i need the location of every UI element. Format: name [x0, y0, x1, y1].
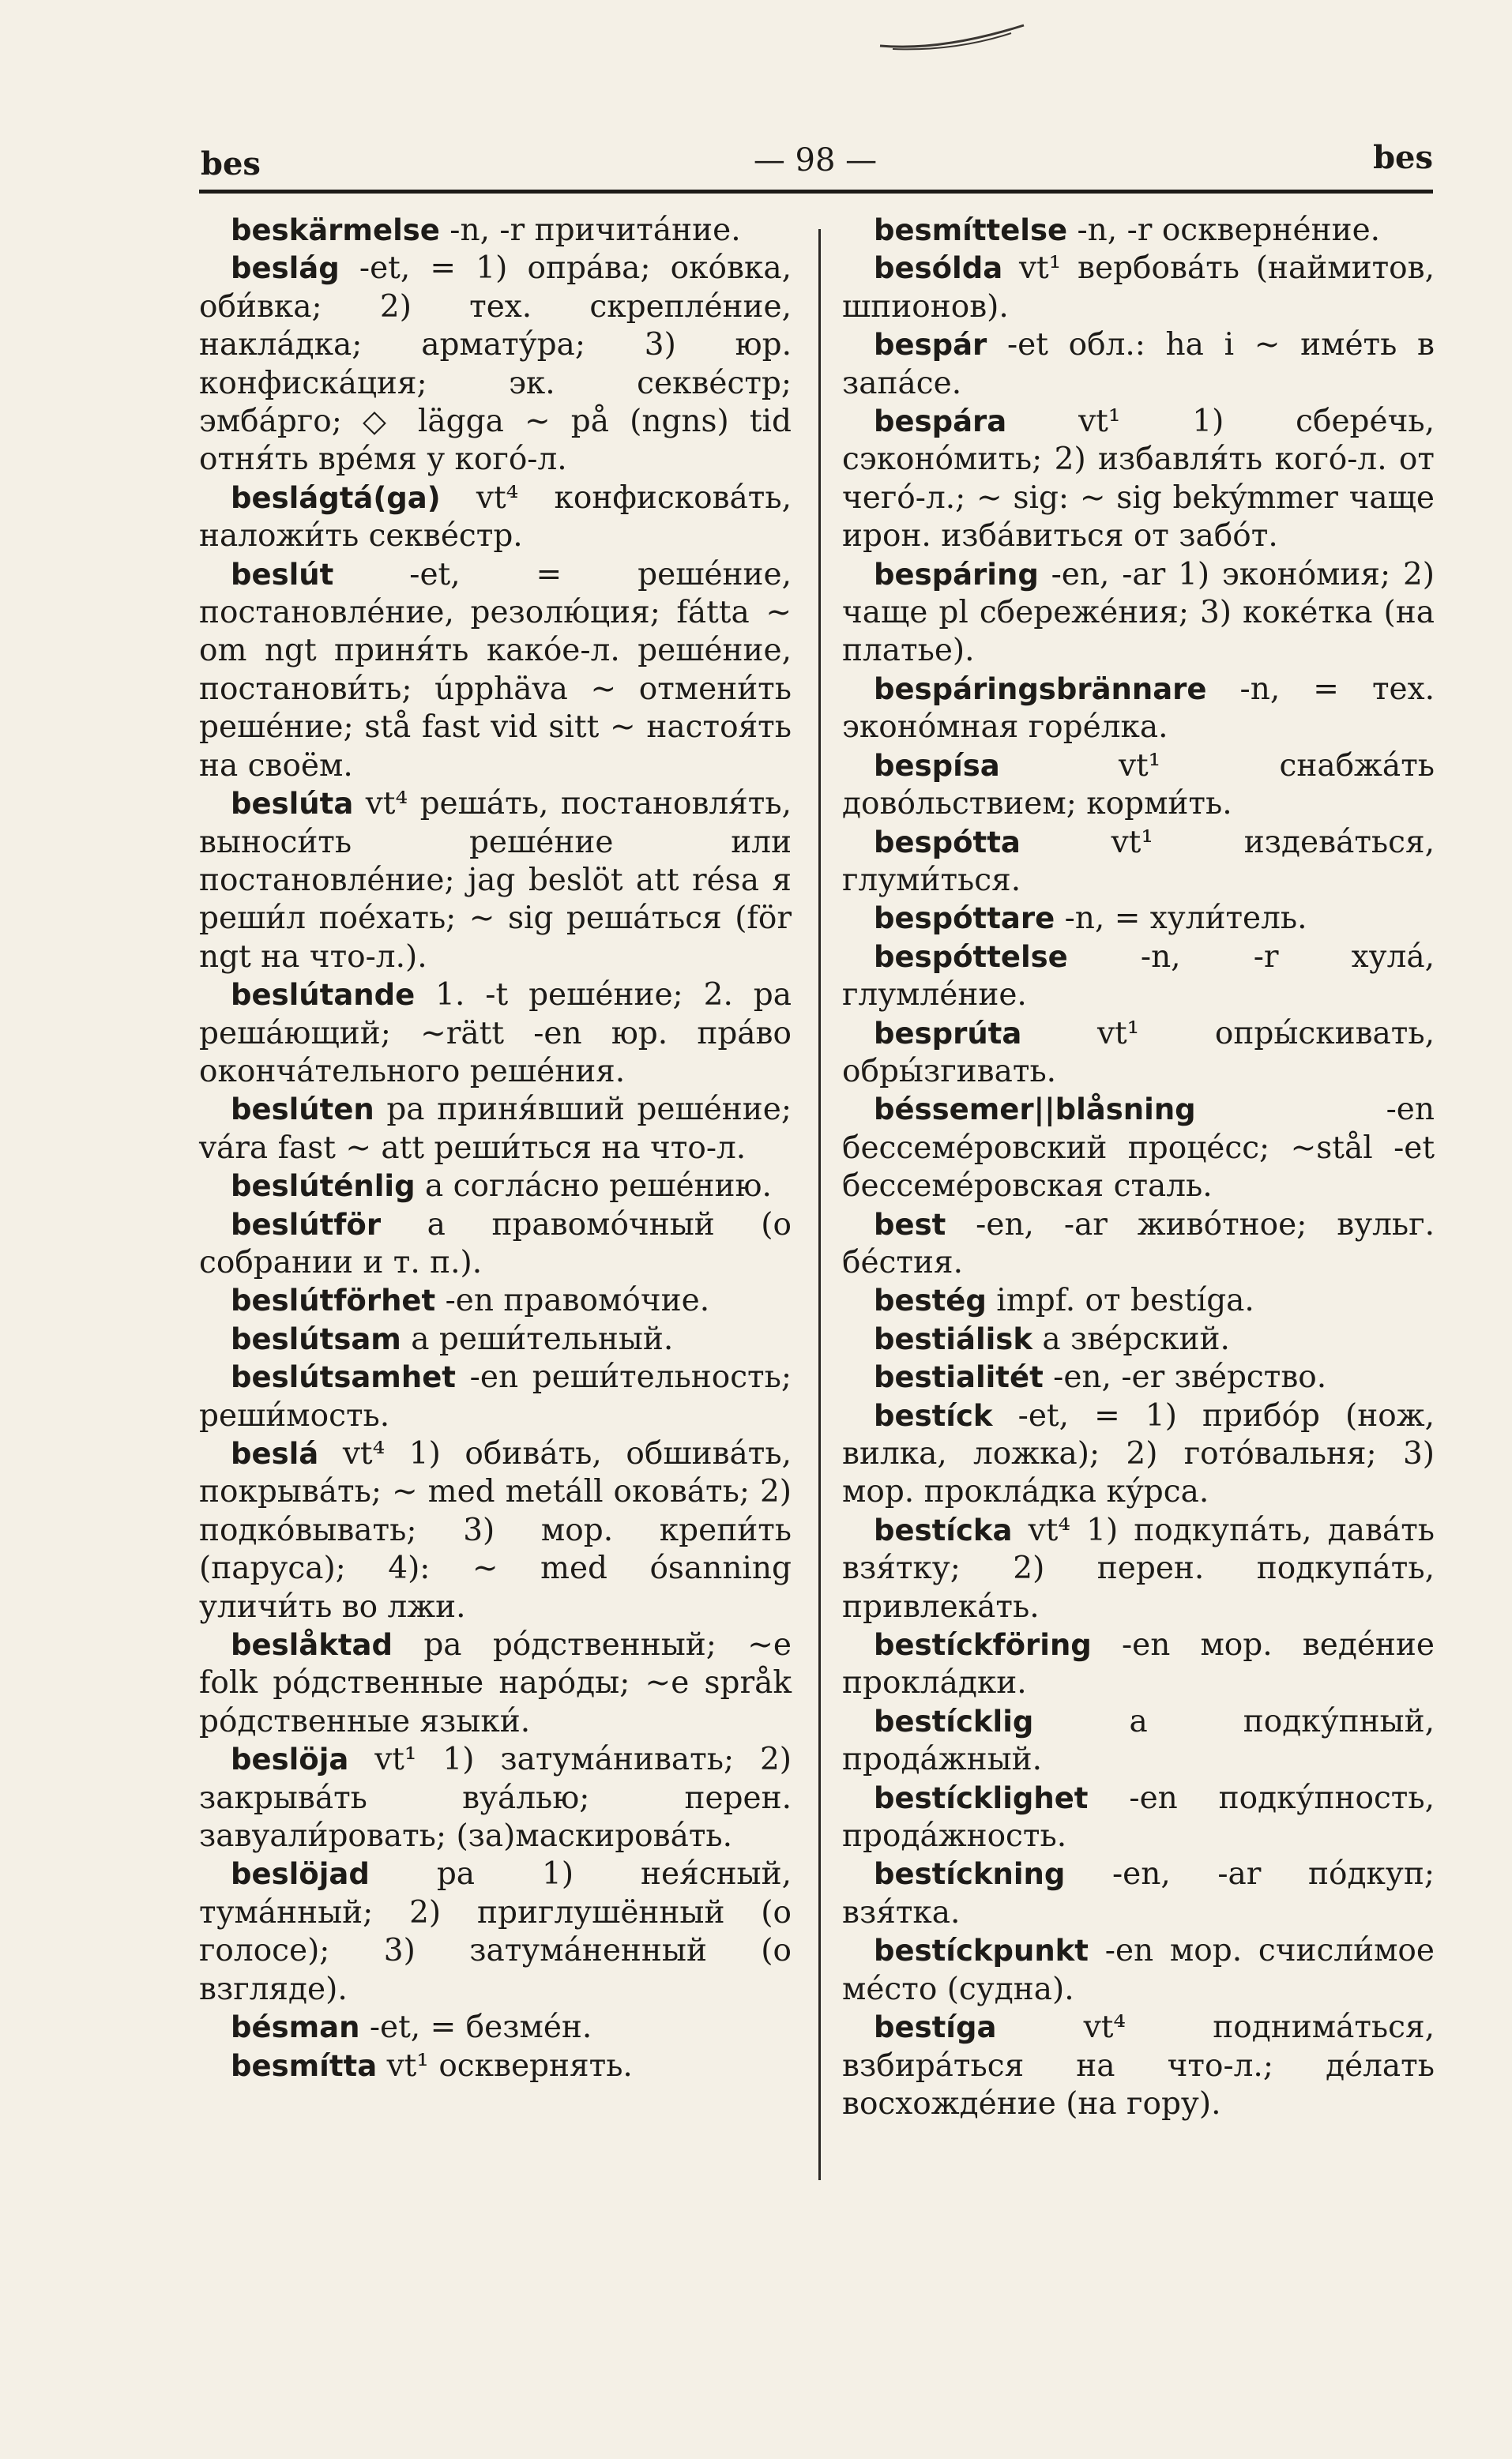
- entry-definition: -en подку́пность, прода́жность.: [842, 1780, 1435, 1855]
- dictionary-entry: [199, 1856, 792, 2009]
- entry-definition: -en, -ar 1) эконо́мия; 2) чаще pl сбереже́ния; 3) коке́тка (на платье).: [842, 556, 1435, 669]
- dictionary-entry: [199, 1321, 792, 1359]
- entry-headword: besólda: [874, 251, 1003, 286]
- entry-definition: vt¹ осквернять.: [377, 2047, 633, 2084]
- entry-headword: bestíga: [874, 2010, 997, 2045]
- entry-definition: vt⁴ конфискова́ть, наложи́ть секве́стр.: [199, 479, 792, 555]
- entry-headword: beslåktad: [231, 1628, 393, 1663]
- entry-headword: bestiálisk: [874, 1322, 1032, 1356]
- entry-headword: bestíckföring: [874, 1628, 1092, 1663]
- header-rule: [199, 190, 1433, 194]
- entry-definition: a согла́сно реше́нию.: [415, 1168, 772, 1205]
- entry-definition: -n, = тех. эконо́мная горе́лка.: [842, 671, 1435, 746]
- entry-definition: vt⁴ реша́ть, постановля́ть, выноси́ть реше́ние или постановле́ние; jag beslöt att résa я реши́л пое́хать; ~ sig реша́ться (för ngt на что-л.).: [199, 786, 792, 975]
- entry-headword: bespáringsbrännare: [874, 671, 1207, 706]
- dictionary-entry: [842, 556, 1435, 671]
- dictionary-entry: [199, 212, 792, 250]
- entry-definition: -en, -ar живо́тное; вульг. бе́стия.: [842, 1206, 1435, 1280]
- entry-definition: pa приня́вший реше́ние; vára fast ~ att реши́ться на что-л.: [199, 1092, 792, 1166]
- left-column: [199, 212, 792, 2085]
- entry-headword: beslöja: [231, 1743, 349, 1777]
- dictionary-entry: [842, 1780, 1435, 1856]
- entry-headword: bespótta: [874, 825, 1021, 859]
- dictionary-entry: [842, 1703, 1435, 1780]
- entry-definition: vt⁴ 1) подкупа́ть, дава́ть взя́тку; 2) перен. подкупа́ть, привлека́ть.: [842, 1512, 1435, 1625]
- entry-definition: a подку́пный, прода́жный.: [842, 1703, 1435, 1778]
- dictionary-entry: [199, 1167, 792, 1205]
- entry-headword: bestég: [874, 1284, 987, 1318]
- entry-headword: beslútför: [231, 1207, 382, 1242]
- header-left-guide-word: bes: [201, 145, 261, 182]
- entry-headword: beskärmelse: [231, 213, 440, 247]
- entry-definition: vt¹ 1) затума́нивать; 2) закрыва́ть вуа́лью; перен. завуали́ровать; (за)маскирова́ть.: [199, 1742, 792, 1855]
- entry-definition: vt¹ снабжа́ть дово́льствием; корми́ть.: [842, 747, 1435, 822]
- dictionary-entry: [199, 1282, 792, 1320]
- dictionary-entry: [842, 1282, 1435, 1320]
- dictionary-entry: [199, 250, 792, 479]
- dictionary-entry: [842, 1512, 1435, 1626]
- entry-headword: besprúta: [874, 1016, 1022, 1051]
- entry-definition: vt¹ издева́ться, глуми́ться.: [842, 824, 1435, 898]
- dictionary-entry: [842, 824, 1435, 901]
- entry-definition: -en реши́тельность; реши́мость.: [199, 1359, 792, 1434]
- entry-definition: impf. от bestíga.: [986, 1283, 1254, 1319]
- dictionary-entry: [842, 671, 1435, 747]
- entry-headword: beslá: [231, 1437, 319, 1471]
- dictionary-entry: [199, 2009, 792, 2047]
- entry-headword: bestícklig: [874, 1704, 1034, 1739]
- entry-headword: bestialitét: [874, 1360, 1044, 1395]
- entry-definition: a зве́рский.: [1032, 1321, 1230, 1357]
- entry-headword: beslúta: [231, 787, 354, 822]
- dictionary-entry: [199, 1435, 792, 1626]
- entry-headword: beslútförhet: [231, 1284, 436, 1318]
- entry-definition: -en, -er зве́рство.: [1043, 1359, 1327, 1396]
- dictionary-entry: [842, 212, 1435, 250]
- page-number: — 98 —: [753, 142, 878, 179]
- entry-definition: pa ро́дственный; ~e folk ро́дственные наро́ды; ~e språk ро́дственные языки́.: [199, 1627, 792, 1739]
- entry-headword: beslútsam: [231, 1322, 401, 1356]
- dictionary-entry: [199, 556, 792, 785]
- dictionary-entry: [842, 250, 1435, 326]
- entry-headword: bespáring: [874, 557, 1039, 592]
- dictionary-entry: [199, 785, 792, 976]
- dictionary-entry: [199, 1206, 792, 1283]
- entry-definition: vt¹ 1) сбере́чь, сэконо́мить; 2) избавля́ть кого́-л. от чего́-л.; ~ sig: ~ sig bekýmmer чаще ирон. изба́виться от забо́т.: [842, 404, 1435, 555]
- entry-definition: a правомо́чный (о собрании и т. п.).: [199, 1206, 792, 1280]
- dictionary-entry: [199, 1741, 792, 1856]
- entry-headword: béssemer||blåsning: [874, 1092, 1196, 1127]
- entry-definition: -en мор. веде́ние прокла́дки.: [842, 1627, 1435, 1701]
- column-divider: [818, 229, 821, 2180]
- entry-headword: best: [874, 1207, 946, 1242]
- entry-definition: 1. -t реше́ние; 2. pa реша́ющий; ~rätt -en юр. пра́во оконча́тельного реше́ния.: [199, 977, 792, 1089]
- entry-headword: bespár: [874, 328, 987, 363]
- dictionary-entry: [842, 1932, 1435, 2009]
- dictionary-entry: [842, 1856, 1435, 1932]
- pencil-mark-icon: [877, 22, 1027, 54]
- entry-headword: bespóttelse: [874, 939, 1068, 974]
- entry-definition: -et обл.: ha i ~ име́ть в запа́се.: [842, 327, 1435, 401]
- entry-headword: bespóttare: [874, 901, 1055, 936]
- entry-definition: -n, -r причита́ние.: [439, 212, 741, 248]
- dictionary-entry: [199, 1359, 792, 1435]
- entry-headword: beslúten: [231, 1092, 374, 1127]
- entry-definition: -en мор. счисли́мое ме́сто (судна).: [842, 1933, 1435, 2007]
- entry-definition: vt¹ опры́скивать, обры́згивать.: [842, 1015, 1435, 1089]
- dictionary-entry: [199, 479, 792, 556]
- entry-definition: -et, = безме́н.: [359, 2010, 592, 2046]
- entry-headword: beslúténlig: [231, 1169, 416, 1204]
- entry-headword: bestíckpunkt: [874, 1934, 1089, 1968]
- dictionary-entry: [842, 1359, 1435, 1397]
- entry-definition: -en бессеме́ровский проце́сс; ~stål -et бессеме́ровская сталь.: [842, 1092, 1435, 1205]
- entry-definition: vt⁴ 1) обива́ть, обшива́ть, покрыва́ть; ~ med metáll окова́ть; 2) подко́вывать; 3) мор. крепи́ть (паруса); 4): ~ med ósanning уличи́ть во лжи.: [199, 1436, 792, 1625]
- entry-headword: beslútsamhet: [231, 1360, 456, 1395]
- right-column: [842, 212, 1435, 2123]
- entry-definition: vt¹ вербова́ть (наймитов, шпионов).: [842, 250, 1435, 325]
- entry-headword: beslág: [231, 251, 340, 286]
- entry-headword: besmíttelse: [874, 213, 1068, 247]
- dictionary-entry: [199, 1626, 792, 1741]
- entry-definition: -n, = хули́тель.: [1055, 901, 1307, 937]
- dictionary-entry: [199, 1091, 792, 1167]
- dictionary-entry: [842, 403, 1435, 556]
- entry-definition: -en правомо́чие.: [435, 1283, 710, 1319]
- entry-definition: -n, -r хула́, глумле́ние.: [842, 938, 1435, 1013]
- dictionary-entry: [199, 976, 792, 1091]
- entry-headword: bestíckning: [874, 1857, 1066, 1892]
- dictionary-entry: [842, 900, 1435, 938]
- entry-headword: bestíck: [874, 1398, 993, 1433]
- dictionary-entry: [842, 1206, 1435, 1283]
- entry-headword: bestícklighet: [874, 1780, 1089, 1815]
- header-right-guide-word: bes: [1373, 139, 1433, 176]
- dictionary-entry: [842, 326, 1435, 403]
- entry-headword: beslútande: [231, 978, 416, 1013]
- entry-headword: bésman: [231, 2010, 360, 2045]
- entry-headword: beslút: [231, 557, 334, 592]
- entry-definition: -en, -ar по́дкуп; взя́тка.: [842, 1856, 1435, 1931]
- dictionary-entry: [842, 1091, 1435, 1205]
- entry-definition: -et, = реше́ние, постановле́ние, резолю́ция; fátta ~ om ngt приня́ть како́е-л. реше́ние, постанови́ть; úpphäva ~ отмени́ть реше́ние; stå fast vid sitt ~ настоя́ть на своём.: [199, 556, 792, 784]
- dictionary-entry: [842, 1321, 1435, 1359]
- dictionary-entry: [842, 747, 1435, 824]
- entry-headword: bestícka: [874, 1513, 1013, 1547]
- entry-headword: besmítta: [231, 2048, 378, 2083]
- entry-definition: -et, = 1) прибо́р (нож, вилка, ложка); 2) гото́вальня; 3) мор. прокла́дка ку́рса.: [842, 1397, 1435, 1510]
- dictionary-entry: [842, 1626, 1435, 1703]
- entry-definition: a реши́тельный.: [401, 1321, 674, 1357]
- entry-definition: -n, -r оскверне́ние.: [1067, 212, 1381, 248]
- entry-headword: bespára: [874, 404, 1007, 439]
- entry-headword: bespísa: [874, 748, 1000, 783]
- entry-headword: beslágtá(ga): [231, 480, 441, 515]
- dictionary-entry: [199, 2047, 792, 2085]
- dictionary-entry: [842, 1397, 1435, 1512]
- entry-definition: vt⁴ поднима́ться, взбира́ться на что-л.; де́лать восхожде́ние (на гору).: [842, 2010, 1435, 2122]
- entry-definition: -et, = 1) опра́ва; око́вка, оби́вка; 2) тех. скрепле́ние, накла́дка; армату́ра; 3) юр. конфиска́ция; эк. секве́стр; эмба́рго; ◇ lägga ~ på (ngns) tid отня́ть вре́мя у кого́-л.: [199, 250, 792, 478]
- page-header: [199, 139, 1433, 190]
- entry-definition: pa 1) нея́сный, тума́нный; 2) приглушённый (о голосе); 3) затума́ненный (о взгляде).: [199, 1856, 792, 2007]
- dictionary-entry: [842, 1015, 1435, 1092]
- dictionary-entry: [842, 2009, 1435, 2123]
- dictionary-entry: [842, 938, 1435, 1015]
- entry-headword: beslöjad: [231, 1857, 370, 1892]
